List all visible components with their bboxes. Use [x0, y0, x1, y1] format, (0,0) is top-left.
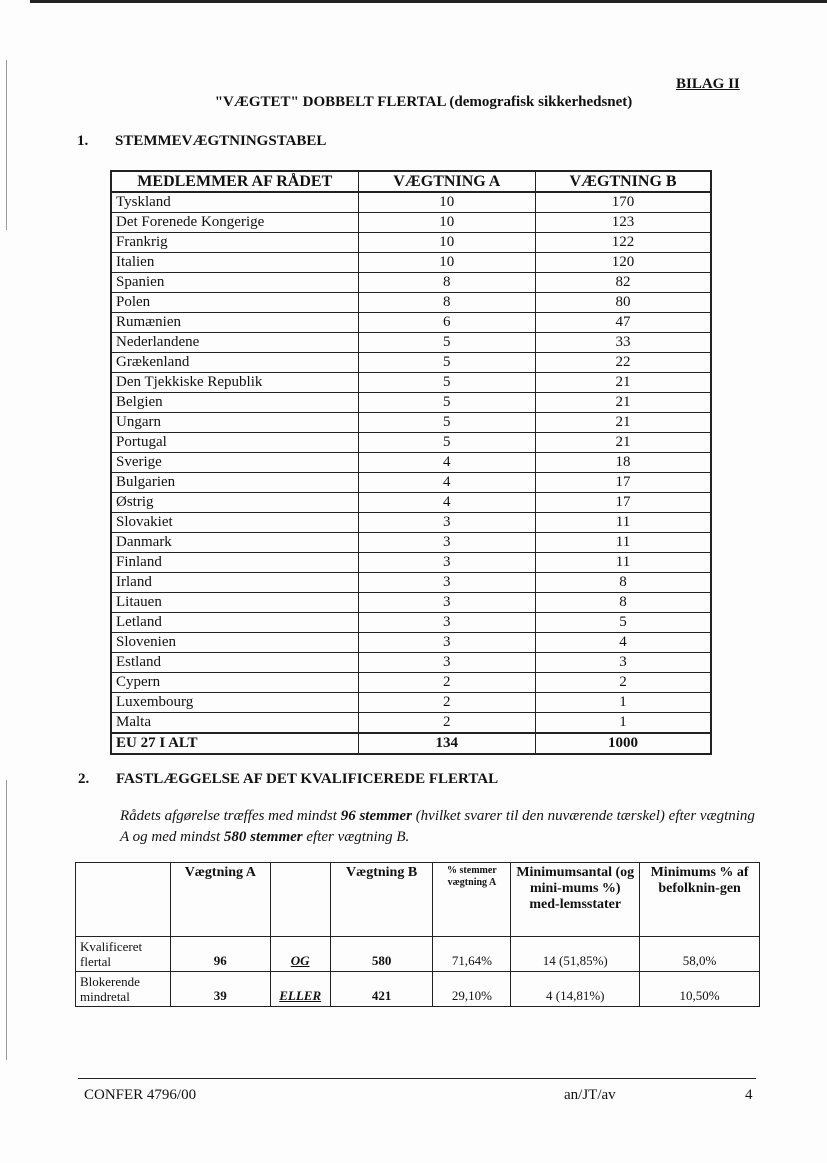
- column-header: Minimums % af befolknin-gen: [640, 863, 760, 937]
- weight-a-value: 39: [170, 972, 270, 1007]
- member-name: Portugal: [111, 433, 358, 453]
- table-row: [111, 673, 711, 693]
- member-name: Letland: [111, 613, 358, 633]
- section-title: FASTLÆGGELSE AF DET KVALIFICEREDE FLERTAL: [116, 771, 499, 787]
- conjunction: OG: [270, 937, 330, 972]
- section-title: STEMMEVÆGTNINGSTABEL: [115, 133, 327, 149]
- member-name: Sverige: [111, 453, 358, 473]
- table-row: [111, 233, 711, 253]
- member-name: Estland: [111, 653, 358, 673]
- weight-b-value: 580: [330, 937, 433, 972]
- weight-b: 8: [536, 573, 711, 593]
- row-label: Kvalificeret flertal: [76, 937, 171, 972]
- document-title: "VÆGTET" DOBBELT FLERTAL (demografisk sikkerhedsnet): [214, 94, 633, 110]
- column-header: % stemmer vægtning A: [433, 863, 511, 937]
- weight-a: 5: [358, 373, 535, 393]
- weight-a: 5: [358, 413, 535, 433]
- weight-b: 1: [536, 713, 711, 734]
- table-row: [111, 633, 711, 653]
- weight-a: 6: [358, 313, 535, 333]
- weight-b: 33: [536, 333, 711, 353]
- member-name: Tyskland: [111, 192, 358, 213]
- table-row: [111, 693, 711, 713]
- member-name: Ungarn: [111, 413, 358, 433]
- table-row: [111, 473, 711, 493]
- member-name: Rumænien: [111, 313, 358, 333]
- column-header: Vægtning B: [330, 863, 433, 937]
- member-name: Irland: [111, 573, 358, 593]
- margin-mark: [6, 780, 7, 1060]
- member-name: Danmark: [111, 533, 358, 553]
- member-name: Cypern: [111, 673, 358, 693]
- table-row: [76, 937, 760, 972]
- weight-a: 8: [358, 273, 535, 293]
- column-header: [270, 863, 330, 937]
- page-number: 4: [745, 1087, 753, 1103]
- table-row: [111, 433, 711, 453]
- column-header: MEDLEMMER AF RÅDET: [111, 171, 358, 192]
- weight-a: 3: [358, 573, 535, 593]
- table-row: [111, 653, 711, 673]
- rule-threshold-b: 580 stemmer: [223, 829, 303, 845]
- weight-b: 4: [536, 633, 711, 653]
- weight-b: 47: [536, 313, 711, 333]
- weight-a: 8: [358, 293, 535, 313]
- weight-b: 17: [536, 473, 711, 493]
- weight-a: 2: [358, 673, 535, 693]
- table-row: [111, 713, 711, 734]
- weight-b: 170: [536, 192, 711, 213]
- weight-b: 21: [536, 433, 711, 453]
- weight-b: 80: [536, 293, 711, 313]
- column-header: Minimumsantal (og mini-mums %) med-lemsstater: [511, 863, 640, 937]
- weight-b: 21: [536, 413, 711, 433]
- weight-a: 3: [358, 633, 535, 653]
- weight-a: 10: [358, 192, 535, 213]
- table-row: [111, 333, 711, 353]
- table-row: [111, 553, 711, 573]
- member-name: Slovenien: [111, 633, 358, 653]
- weight-b: 2: [536, 673, 711, 693]
- min-population: 10,50%: [640, 972, 760, 1007]
- weight-a-value: 96: [170, 937, 270, 972]
- weight-a: 5: [358, 353, 535, 373]
- weight-b: 22: [536, 353, 711, 373]
- table-row: [76, 972, 760, 1007]
- member-name: Bulgarien: [111, 473, 358, 493]
- table-row: [111, 373, 711, 393]
- member-name: Grækenland: [111, 353, 358, 373]
- weight-b: 82: [536, 273, 711, 293]
- footer-initials: an/JT/av: [564, 1087, 616, 1103]
- table-header-row: [76, 863, 760, 937]
- table-row: [111, 192, 711, 213]
- row-label: Blokerende mindretal: [76, 972, 171, 1007]
- table-row: [111, 453, 711, 473]
- member-name: Italien: [111, 253, 358, 273]
- rule-text-part: (hvilket svarer til den nuværende tærskel) efter vægtning A og med mindst: [120, 808, 755, 845]
- column-header: [76, 863, 171, 937]
- table-row: [111, 273, 711, 293]
- table-header-row: [111, 171, 711, 192]
- percent-votes: 29,10%: [433, 972, 511, 1007]
- min-member-states: 4 (14,81%): [511, 972, 640, 1007]
- table-row: [111, 353, 711, 373]
- weight-b: 21: [536, 393, 711, 413]
- weight-a: 10: [358, 253, 535, 273]
- total-weight-b: 1000: [536, 733, 711, 754]
- member-name: Litauen: [111, 593, 358, 613]
- min-member-states: 14 (51,85%): [511, 937, 640, 972]
- member-name: Nederlandene: [111, 333, 358, 353]
- weight-b: 21: [536, 373, 711, 393]
- weight-b: 11: [536, 553, 711, 573]
- table-row: [111, 253, 711, 273]
- weight-a: 3: [358, 533, 535, 553]
- weight-b: 8: [536, 593, 711, 613]
- margin-mark: [6, 60, 7, 230]
- table-row: [111, 413, 711, 433]
- weight-a: 5: [358, 393, 535, 413]
- rule-text-part: efter vægtning B.: [302, 829, 410, 845]
- weight-a: 10: [358, 213, 535, 233]
- weight-a: 5: [358, 333, 535, 353]
- weight-a: 4: [358, 493, 535, 513]
- weight-a: 3: [358, 593, 535, 613]
- weight-b: 11: [536, 533, 711, 553]
- member-name: Slovakiet: [111, 513, 358, 533]
- table-row: [111, 533, 711, 553]
- conjunction: ELLER: [270, 972, 330, 1007]
- column-header: VÆGTNING B: [536, 171, 711, 192]
- qualified-majority-table: [75, 862, 760, 1007]
- section-number: 1.: [77, 133, 89, 149]
- percent-votes: 71,64%: [433, 937, 511, 972]
- footer-rule: [78, 1078, 756, 1079]
- weight-a: 3: [358, 613, 535, 633]
- table-row: [111, 613, 711, 633]
- weight-a: 2: [358, 713, 535, 734]
- member-name: Belgien: [111, 393, 358, 413]
- table-row: [111, 393, 711, 413]
- table-row: [111, 593, 711, 613]
- vote-weighting-table: [110, 170, 712, 755]
- bilag-label: BILAG II: [676, 76, 740, 92]
- total-weight-a: 134: [358, 733, 535, 754]
- weight-a: 4: [358, 473, 535, 493]
- weight-a: 2: [358, 693, 535, 713]
- top-scan-line: [30, 0, 827, 3]
- rule-text-part: Rådets afgørelse træffes med mindst: [120, 808, 341, 824]
- weight-a: 5: [358, 433, 535, 453]
- weight-b: 17: [536, 493, 711, 513]
- table-row: [111, 573, 711, 593]
- member-name: Finland: [111, 553, 358, 573]
- member-name: Polen: [111, 293, 358, 313]
- weight-b-value: 421: [330, 972, 433, 1007]
- weight-b: 123: [536, 213, 711, 233]
- weight-b: 3: [536, 653, 711, 673]
- weight-b: 120: [536, 253, 711, 273]
- section-number: 2.: [78, 771, 90, 787]
- member-name: Spanien: [111, 273, 358, 293]
- weight-a: 10: [358, 233, 535, 253]
- total-row: [111, 733, 711, 754]
- column-header: VÆGTNING A: [358, 171, 535, 192]
- member-name: Det Forenede Kongerige: [111, 213, 358, 233]
- member-name: Østrig: [111, 493, 358, 513]
- weight-a: 3: [358, 553, 535, 573]
- decision-rule-text: [120, 806, 760, 848]
- weight-b: 5: [536, 613, 711, 633]
- table-row: [111, 313, 711, 333]
- member-name: Frankrig: [111, 233, 358, 253]
- footer-reference: CONFER 4796/00: [84, 1087, 197, 1103]
- member-name: Malta: [111, 713, 358, 734]
- total-label: EU 27 I ALT: [111, 733, 358, 754]
- weight-b: 18: [536, 453, 711, 473]
- weight-b: 1: [536, 693, 711, 713]
- weight-a: 4: [358, 453, 535, 473]
- weight-a: 3: [358, 653, 535, 673]
- weight-b: 11: [536, 513, 711, 533]
- member-name: Luxembourg: [111, 693, 358, 713]
- weight-a: 3: [358, 513, 535, 533]
- table-row: [111, 513, 711, 533]
- weight-b: 122: [536, 233, 711, 253]
- rule-threshold-a: 96 stemmer: [340, 808, 412, 824]
- table-row: [111, 293, 711, 313]
- min-population: 58,0%: [640, 937, 760, 972]
- member-name: Den Tjekkiske Republik: [111, 373, 358, 393]
- column-header: Vægtning A: [170, 863, 270, 937]
- table-row: [111, 493, 711, 513]
- table-row: [111, 213, 711, 233]
